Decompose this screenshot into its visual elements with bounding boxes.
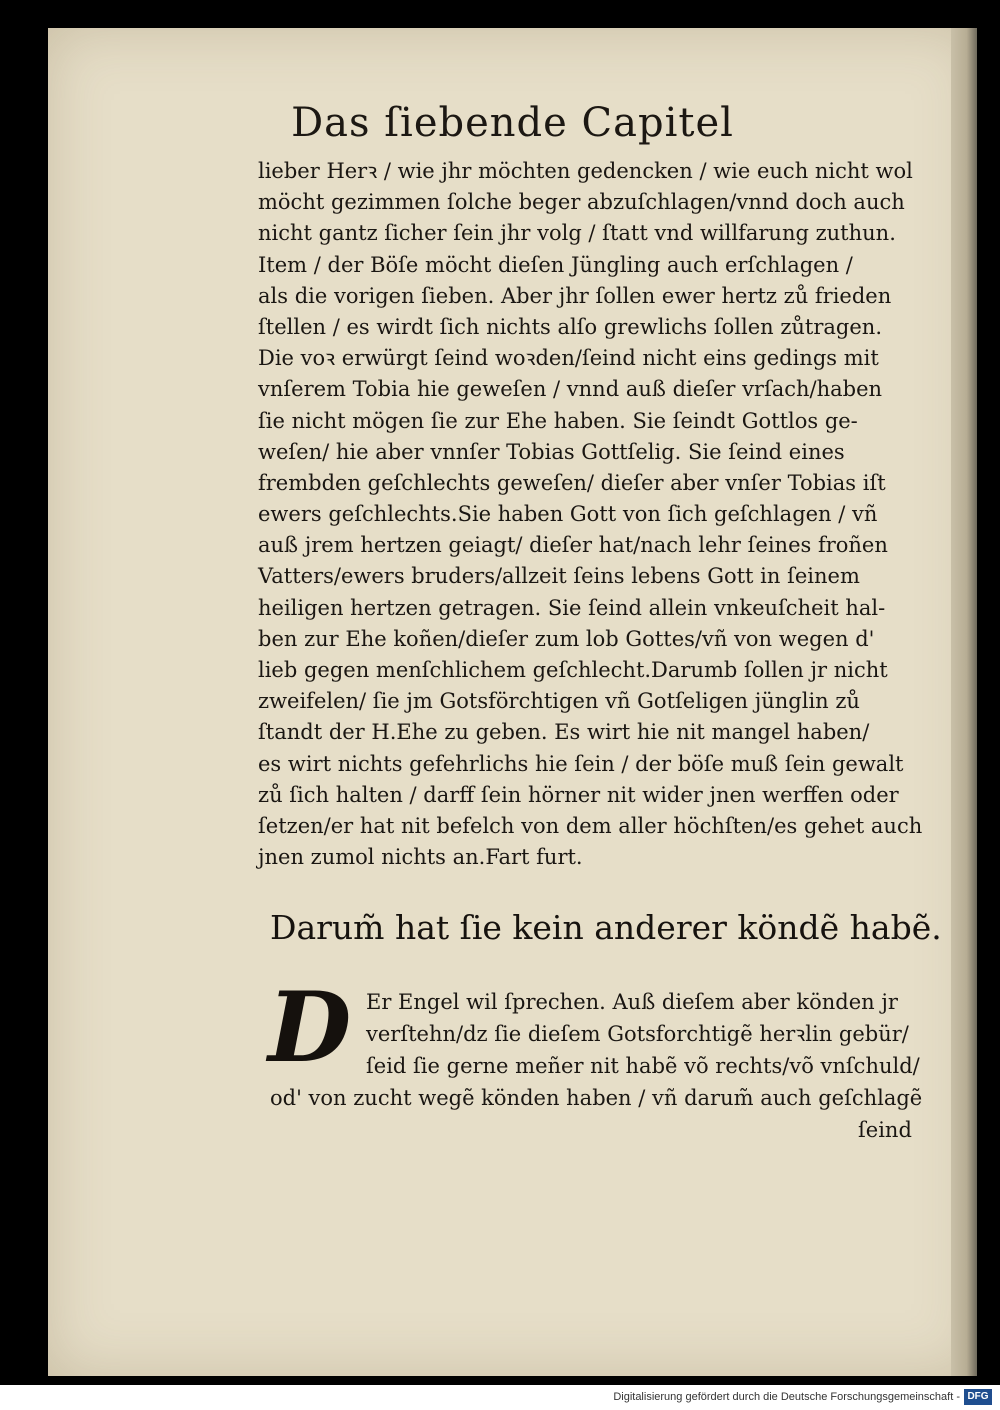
text-line: auß jrem hertzen geiagt/ dieſer hat/nach lehr ſeines froñen <box>258 533 888 558</box>
drop-cap-initial: D <box>268 971 352 1084</box>
body-text-block <box>258 156 958 873</box>
text-line: od' von zucht wegẽ könden haben / vñ darum̃ auch geſchlagẽ <box>270 1086 923 1110</box>
text-line: heiligen hertzen getragen. Sie ſeind allein vnkeuſcheit hal- <box>258 595 886 620</box>
paragraph-block <box>270 986 970 1114</box>
text-line: ſeid ſie gerne meñer nit habẽ võ rechts/võ vnſchuld/ <box>366 1054 920 1078</box>
text-line: ſetzen/er hat nit befelch von dem aller höchſten/es gehet auch <box>258 813 923 838</box>
text-line: nicht gantz ſicher ſein jhr volg / ſtatt vnd willfarung zuthun. <box>258 221 896 246</box>
catchword: ſeind <box>858 1118 912 1142</box>
text-line: Item / der Böſe möcht dieſen Jüngling auch erſchlagen / <box>258 252 853 277</box>
funding-credit: Digitalisierung gefördert durch die Deutsche Forschungsgemeinschaft - <box>613 1391 960 1403</box>
text-line: ſtellen / es wirdt ſich nichts alſo grewlichs ſollen zůtragen. <box>258 314 883 339</box>
text-line: frembden geſchlechts geweſen/ dieſer aber vnſer Tobias iſt <box>258 470 886 495</box>
chapter-header: Das ſiebende Capitel <box>291 100 734 146</box>
text-line: Er Engel wil ſprechen. Auß dieſem aber könden jr <box>366 990 898 1014</box>
text-line: jnen zumol nichts an.Fart furt. <box>258 845 583 870</box>
text-line: ben zur Ehe koñen/dieſer zum lob Gottes/vñ von wegen d' <box>258 626 875 651</box>
text-line: Die voꝛ erwürgt ſeind woꝛden/ſeind nicht eins gedings mit <box>258 346 879 371</box>
text-line: weſen/ hie aber vnnſer Tobias Gottſelig. Sie ſeind eines <box>258 439 845 464</box>
text-line: Vatters/ewers bruders/allzeit ſeins lebens Gott in ſeinem <box>258 564 860 589</box>
text-line: lieb gegen menſchlichem geſchlecht.Darumb ſollen jr nicht <box>258 658 888 682</box>
text-line: verſtehn/dz ſie dieſem Gotsforchtigẽ herꝛlin gebür/ <box>366 1022 909 1046</box>
book-page <box>48 28 977 1376</box>
footer-bar <box>0 1385 1000 1410</box>
text-line: zů ſich halten / darff ſein hörner nit wider jnen werffen oder <box>258 782 899 807</box>
text-line: es wirt nichts gefehrlichs hie ſein / der böſe muß ſein gewalt <box>258 751 904 776</box>
text-line: ſie nicht mögen ſie zur Ehe haben. Sie ſeindt Gottlos ge- <box>258 408 858 433</box>
text-line: vnſerem Tobia hie geweſen / vnnd auß dieſer vrſach/haben <box>258 377 883 402</box>
text-line: als die vorigen ſieben. Aber jhr ſollen ewer hertz zů frieden <box>258 283 892 308</box>
section-heading: Darum̃ hat ſie kein anderer köndẽ habẽ. <box>270 908 942 947</box>
text-line: ewers geſchlechts.Sie haben Gott von ſich geſchlagen / vñ <box>258 502 878 527</box>
text-line: ſtandt der H.Ehe zu geben. Es wirt hie nit mangel haben/ <box>258 720 870 745</box>
dfg-logo-icon: DFG <box>964 1389 992 1405</box>
text-line: zweifelen/ ſie jm Gotsförchtigen vñ Gotſeligen jünglin zů <box>258 689 860 714</box>
text-line: möcht gezimmen ſolche beger abzuſchlagen/vnnd doch auch <box>258 190 905 215</box>
text-line: lieber Herꝛ / wie jhr möchten gedencken / wie euch nicht wol <box>258 159 913 183</box>
